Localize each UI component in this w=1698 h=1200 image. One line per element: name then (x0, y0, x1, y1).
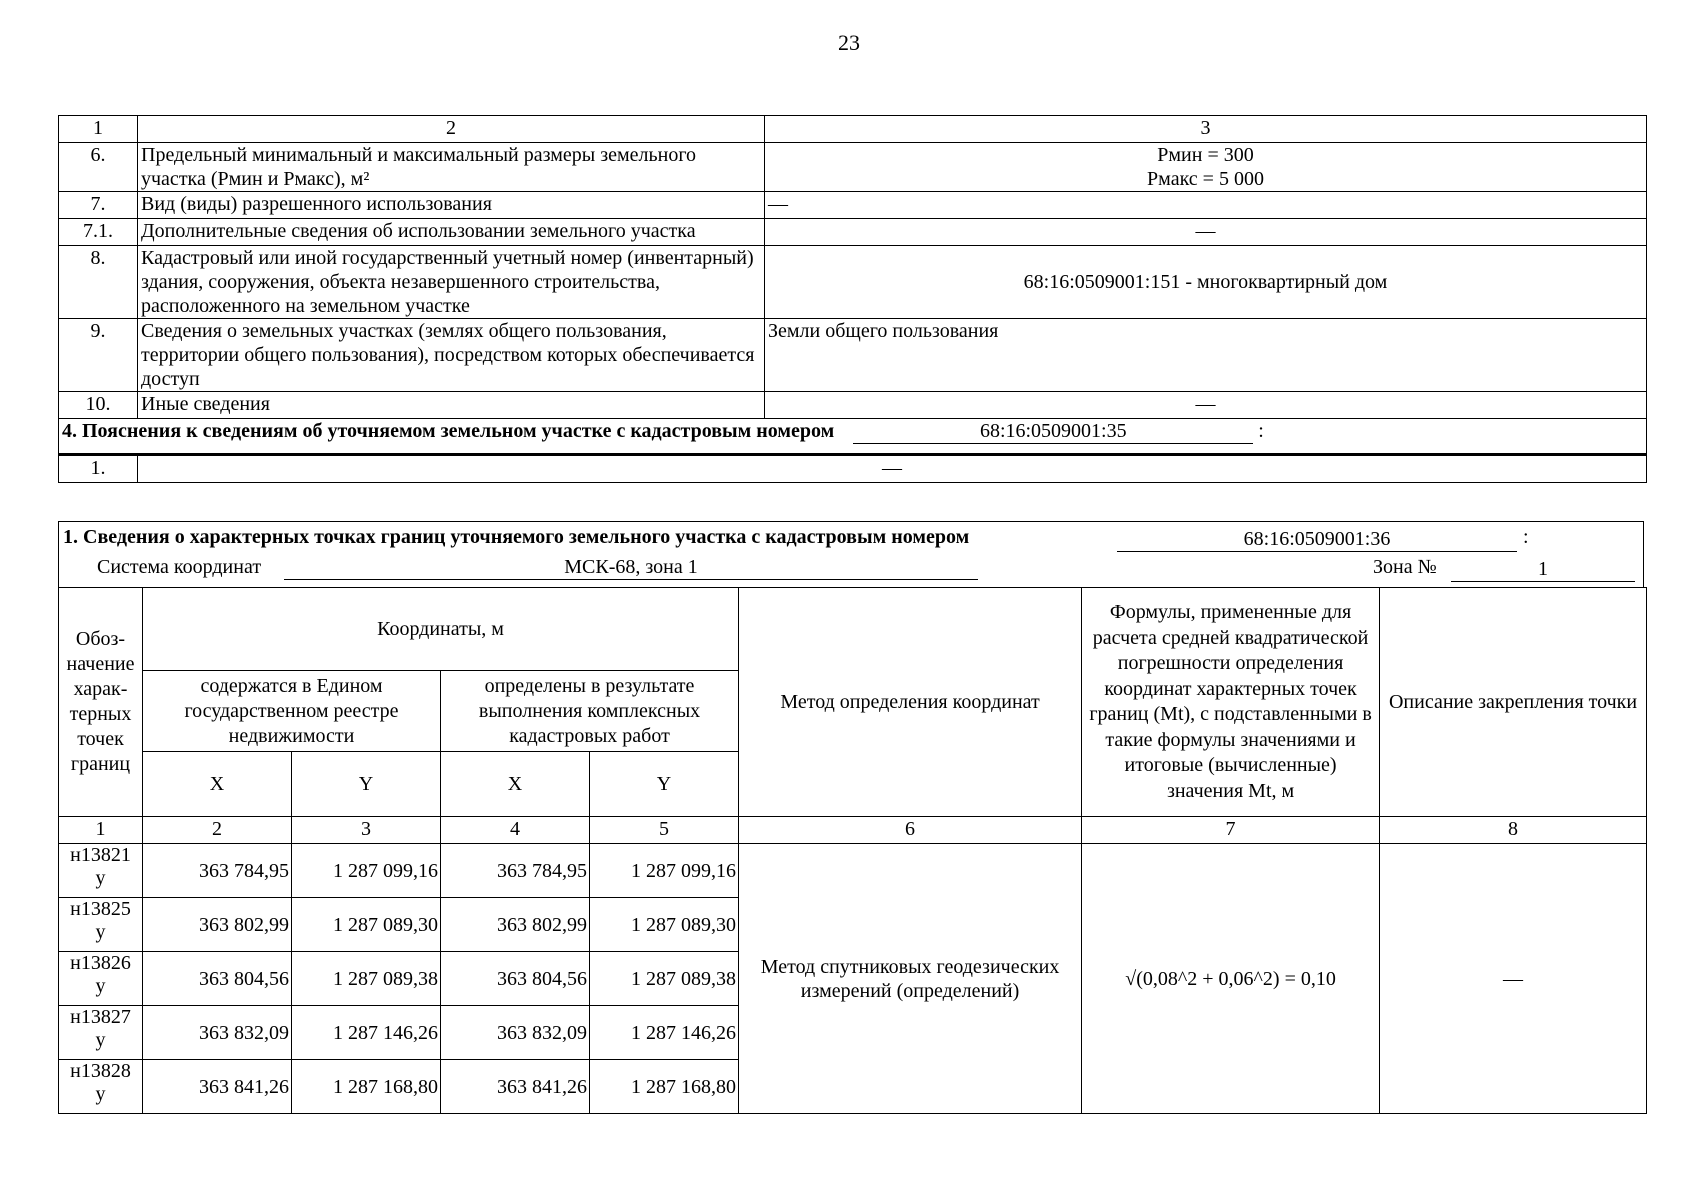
page-number: 23 (838, 30, 860, 55)
y-complex: 1 287 089,30 (590, 898, 739, 952)
x-egrn: 363 841,26 (143, 1060, 292, 1114)
x-complex: 363 802,99 (441, 898, 590, 952)
point-designation (59, 898, 143, 952)
y-complex: 1 287 089,38 (590, 952, 739, 1006)
y-complex: 1 287 168,80 (590, 1060, 739, 1114)
point-id: н13827 (70, 1006, 131, 1028)
y-complex: 1 287 146,26 (590, 1006, 739, 1060)
header-description: Описание закрепления точки (1380, 588, 1647, 817)
row-label: Кадастровый или иной государственный учетный номер (инвентарный) здания, сооружения, объекта незавершенного строительства, расположенного на земельном участке (138, 246, 765, 319)
description-value: — (1380, 844, 1647, 1114)
col-number: 8 (1380, 817, 1647, 844)
header-y-egrn: Y (292, 752, 441, 817)
row-number: 8. (59, 246, 138, 319)
point-designation (59, 1060, 143, 1114)
x-complex: 363 804,56 (441, 952, 590, 1006)
point-suffix: у (95, 1029, 106, 1051)
point-designation (59, 952, 143, 1006)
x-egrn: 363 832,09 (143, 1006, 292, 1060)
zone-label: Зона № (1373, 556, 1437, 578)
table-row (59, 143, 1647, 192)
y-egrn: 1 287 146,26 (292, 1006, 441, 1060)
section4-header-row (59, 419, 1647, 455)
x-complex: 363 832,09 (441, 1006, 590, 1060)
x-egrn: 363 784,95 (143, 844, 292, 898)
header-coordinates: Координаты, м (143, 588, 739, 671)
point-suffix: у (95, 975, 106, 997)
section1-title: 1. Сведения о характерных точках границ уточняемого земельного участка с кадастровым номером (63, 526, 970, 548)
point-designation (59, 1006, 143, 1060)
table-row (59, 844, 1647, 898)
point-id: н13826 (70, 952, 131, 974)
y-egrn: 1 287 168,80 (292, 1060, 441, 1114)
formula-value: √(0,08^2 + 0,06^2) = 0,10 (1082, 844, 1380, 1114)
x-complex: 363 784,95 (441, 844, 590, 898)
land-info-table (58, 115, 1647, 483)
row-number: 9. (59, 319, 138, 392)
col-number: 3 (292, 817, 441, 844)
col-number: 4 (441, 817, 590, 844)
header-x-egrn: X (143, 752, 292, 817)
row-number: 7.1. (59, 219, 138, 246)
row-value-line2: Рмакс = 5 000 (1147, 168, 1264, 190)
header-y-complex: Y (590, 752, 739, 817)
point-id: н13825 (70, 898, 131, 920)
col-number: 6 (739, 817, 1082, 844)
column-number-row (59, 817, 1647, 844)
row-label: Иные сведения (138, 392, 765, 419)
section4-title: 4. Пояснения к сведениям об уточняемом земельном участке с кадастровым номером (62, 420, 835, 442)
header-method: Метод определения координат (739, 588, 1082, 817)
row-value: 68:16:0509001:151 - многоквартирный дом (765, 246, 1647, 319)
col-number: 2 (143, 817, 292, 844)
header-point-designation: Обоз-начение харак-терных точек границ (59, 588, 143, 817)
x-egrn: 363 802,99 (143, 898, 292, 952)
y-egrn: 1 287 089,30 (292, 898, 441, 952)
header-col-2: 2 (138, 116, 765, 143)
row-value: Земли общего пользования (765, 319, 1647, 392)
y-egrn: 1 287 089,38 (292, 952, 441, 1006)
y-egrn: 1 287 099,16 (292, 844, 441, 898)
table-row (59, 319, 1647, 392)
row-value: — (765, 392, 1647, 419)
table-row (59, 219, 1647, 246)
x-egrn: 363 804,56 (143, 952, 292, 1006)
header-x-complex: X (441, 752, 590, 817)
table-row (59, 192, 1647, 219)
row-label: Предельный минимальный и максимальный размеры земельного участка (Рмин и Рмакс), м² (138, 143, 765, 192)
row-number: 10. (59, 392, 138, 419)
y-complex: 1 287 099,16 (590, 844, 739, 898)
row-value-line1: Рмин = 300 (1157, 144, 1254, 166)
section4-cadastral: 68:16:0509001:35 (853, 419, 1253, 444)
row-label: Дополнительные сведения об использовании земельного участка (138, 219, 765, 246)
row-value: — (765, 219, 1647, 246)
row-number: 7. (59, 192, 138, 219)
section1-header (58, 521, 1644, 587)
point-suffix: у (95, 1083, 106, 1105)
point-id: н13828 (70, 1060, 131, 1082)
method-value: Метод спутниковых геодезических измерений (определений) (739, 844, 1082, 1114)
section1-colon: : (1523, 526, 1529, 548)
point-designation (59, 844, 143, 898)
boundary-points-table (58, 587, 1647, 1114)
section1-cadastral: 68:16:0509001:36 (1117, 528, 1517, 552)
row-value (765, 143, 1647, 192)
section4-row (59, 455, 1647, 483)
row-value: — (138, 455, 1647, 483)
col-number: 5 (590, 817, 739, 844)
section4-colon: : (1258, 420, 1264, 442)
coord-system-label: Система координат (97, 556, 262, 578)
table-header-row (59, 116, 1647, 143)
point-suffix: у (95, 867, 106, 889)
header-col-3: 3 (765, 116, 1647, 143)
point-suffix: у (95, 921, 106, 943)
col-number: 7 (1082, 817, 1380, 844)
row-label: Вид (виды) разрешенного использования (138, 192, 765, 219)
row-label: Сведения о земельных участках (землях общего пользования, территории общего пользования), посредством которых обеспечивается доступ (138, 319, 765, 392)
col-number: 1 (59, 817, 143, 844)
table-row (59, 392, 1647, 419)
coord-system-value: МСК-68, зона 1 (284, 556, 978, 580)
header-formula: Формулы, примененные для расчета средней квадратической погрешности определения координат характерных точек границ (Mt), с подставленными в такие формулы значениями и итоговые (вычисленные) значения Mt, м (1082, 588, 1380, 817)
row-number: 1. (59, 455, 138, 483)
row-number: 6. (59, 143, 138, 192)
section4-header (59, 419, 1647, 455)
point-id: н13821 (70, 844, 131, 866)
zone-value: 1 (1451, 558, 1635, 582)
table-row (59, 246, 1647, 319)
x-complex: 363 841,26 (441, 1060, 590, 1114)
header-complex: определены в результате выполнения комплексных кадастровых работ (441, 671, 739, 752)
row-value: — (765, 192, 1647, 219)
header-egrn: содержатся в Едином государственном реестре недвижимости (143, 671, 441, 752)
header-col-1: 1 (59, 116, 138, 143)
